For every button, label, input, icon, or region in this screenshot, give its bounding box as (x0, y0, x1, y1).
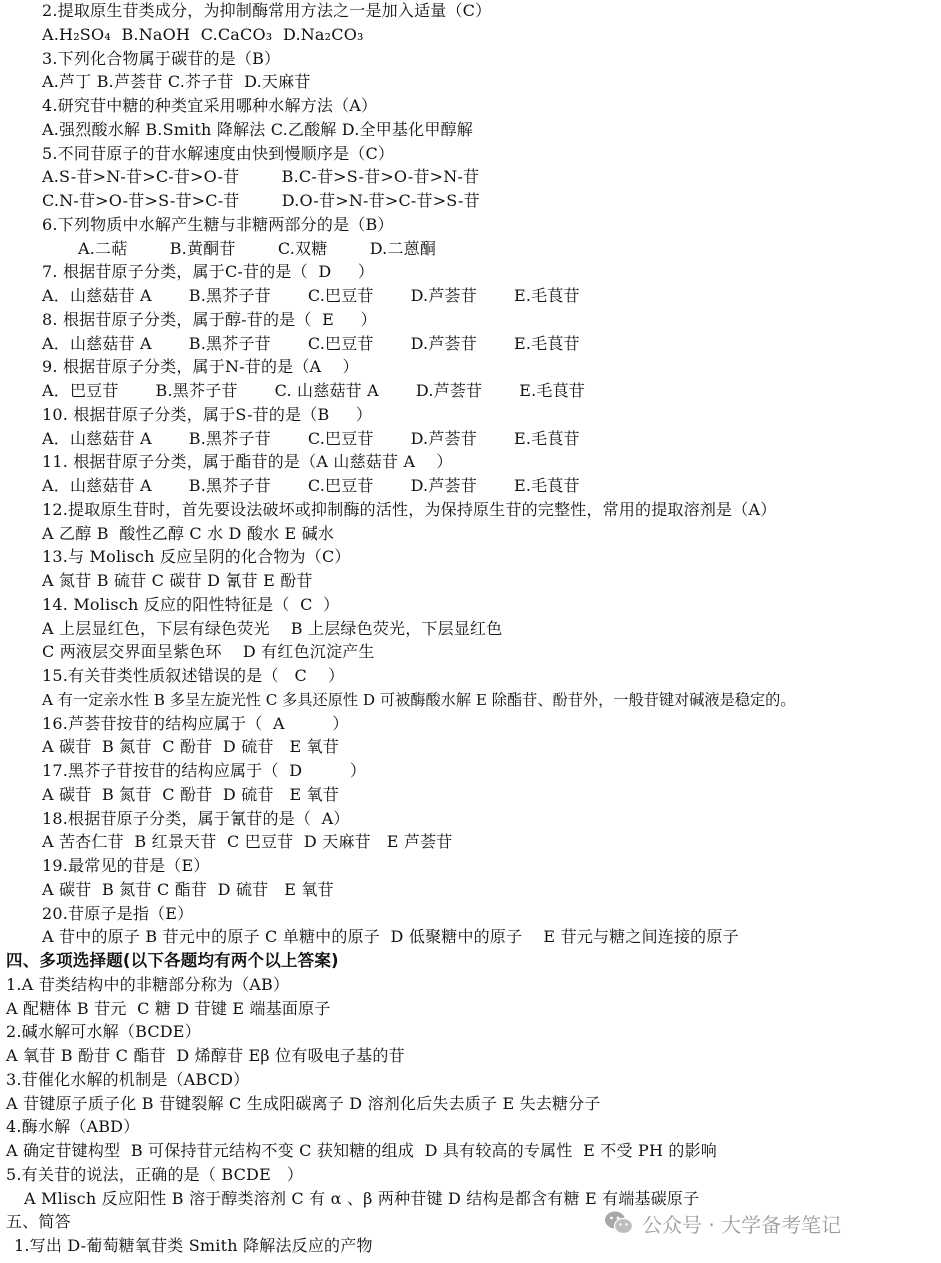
text-line: 1.写出 D-葡萄糖氧苷类 Smith 降解法反应的产物 (14, 1236, 373, 1255)
text-line: A．山慈菇苷 A B.黑芥子苷 C.巴豆苷 D.芦荟苷 E.毛茛苷 (42, 428, 580, 448)
text-line: A.二萜 B.黄酮苷 C.双糖 D.二蒽酮 (78, 238, 437, 258)
text-line: 5.有关苷的说法，正确的是（ BCDE ） (6, 1164, 304, 1184)
section-heading: 四、多项选择题(以下各题均有两个以上答案) (6, 951, 339, 970)
text-line: C 两液层交界面呈紫色环 D 有红色沉淀产生 (42, 642, 375, 662)
text-line: A.芦丁 B.芦荟苷 C.芥子苷 D.天麻苷 (42, 72, 311, 92)
text-line: 20.苷原子是指（E） (42, 903, 194, 923)
text-line: A 上层显红色，下层有绿色荧光 B 上层绿色荧光，下层显红色 (42, 618, 503, 638)
text-line: A Mlisch 反应阳性 B 溶于醇类溶剂 C 有 α 、β 两种苷键 D 结构是都含有糖 E 有端基碳原子 (24, 1188, 700, 1208)
text-line: A．山慈菇苷 A B.黑芥子苷 C.巴豆苷 D.芦荟苷 E.毛茛苷 (42, 476, 580, 495)
text-line: 8. 根据苷原子分类，属于醇-苷的是（ E ） (42, 309, 377, 329)
text-line: 五、简答 (6, 1212, 71, 1232)
text-line: 3.下列化合物属于碳苷的是（B） (42, 48, 281, 68)
text-line: A 有一定亲水性 B 多呈左旋光性 C 多具还原性 D 可被酶酸水解 E 除酯苷、酚苷外，一般苷键对碱液是稳定的。 (42, 690, 796, 709)
text-line: 3.苷催化水解的机制是（ABCD） (6, 1069, 250, 1089)
text-line: A 苷键原子质子化 B 苷键裂解 C 生成阳碳离子 D 溶剂化后失去质子 E 失去糖分子 (6, 1093, 601, 1113)
text-line: 14. Molisch 反应的阳性特征是（ C ） (42, 594, 340, 614)
watermark-text: 公众号 · 大学备考笔记 (642, 1212, 842, 1237)
text-line: 4.研究苷中糖的种类宜采用哪种水解方法（A） (42, 96, 378, 115)
wechat-icon (604, 1210, 634, 1236)
text-line: A 配糖体 B 苷元 C 糖 D 苷键 E 端基面原子 (6, 998, 331, 1018)
text-line: 6.下列物质中水解产生糖与非糖两部分的是（B） (42, 214, 394, 234)
text-line: 7. 根据苷原子分类，属于C-苷的是（ D ） (42, 262, 375, 282)
text-line: 1.A 苷类结构中的非糖部分称为（AB） (6, 974, 290, 994)
text-line: 13.与 Molisch 反应呈阴的化合物为（C） (42, 547, 351, 567)
text-line: 9. 根据苷原子分类，属于N-苷的是（A ） (42, 357, 359, 377)
text-line: 11. 根据苷原子分类，属于酯苷的是（A 山慈菇苷 A ） (42, 452, 453, 472)
text-line: A 氮苷 B 硫苷 C 碳苷 D 氰苷 E 酚苷 (42, 571, 313, 590)
text-line: A.H₂SO₄ B.NaOH C.CaCO₃ D.Na₂CO₃ (42, 24, 364, 44)
text-line: A 苦杏仁苷 B 红景天苷 C 巴豆苷 D 天麻苷 E 芦荟苷 (42, 832, 453, 852)
text-line: 17.黑芥子苷按苷的结构应属于（ D ） (42, 761, 367, 780)
text-line: 2.碱水解可水解（BCDE） (6, 1022, 201, 1042)
text-line: A 碳苷 B 氮苷 C 酯苷 D 硫苷 E 氧苷 (42, 879, 334, 899)
text-line: 4.酶水解（ABD） (6, 1117, 140, 1137)
text-line: A.强烈酸水解 B.Smith 降解法 C.乙酸解 D.全甲基化甲醇解 (42, 119, 473, 139)
text-line: 18.根据苷原子分类，属于氰苷的是（ A） (42, 808, 350, 828)
text-line: A．巴豆苷 B.黑芥子苷 C. 山慈菇苷 A D.芦荟苷 E.毛茛苷 (42, 381, 585, 400)
text-line: 5.不同苷原子的苷水解速度由快到慢顺序是（C） (42, 143, 395, 163)
text-line: A.S-苷>N-苷>C-苷>O-苷 B.C-苷>S-苷>O-苷>N-苷 (42, 167, 480, 187)
text-line: A 苷中的原子 B 苷元中的原子 C 单糖中的原子 D 低聚糖中的原子 E 苷元与糖之间连接的原子 (42, 927, 739, 947)
text-line: 12.提取原生苷时，首先要设法破坏或抑制酶的活性，为保持原生苷的完整性，常用的提取溶剂是（A） (42, 499, 777, 519)
text-line: 15.有关苷类性质叙述错误的是（ C ） (42, 666, 345, 685)
text-line: A 碳苷 B 氮苷 C 酚苷 D 硫苷 E 氧苷 (42, 784, 340, 804)
text-line: 16.芦荟苷按苷的结构应属于（ A ） (42, 713, 349, 733)
text-line: 10. 根据苷原子分类，属于S-苷的是（B ） (42, 404, 373, 424)
text-line: A 确定苷键构型 B 可保持苷元结构不变 C 获知糖的组成 D 具有较高的专属性 E 不受 PH 的影响 (6, 1141, 717, 1160)
text-line: A 氧苷 B 酚苷 C 酯苷 D 烯醇苷 Eβ 位有吸电子基的苷 (6, 1046, 405, 1065)
text-line: 2.提取原生苷类成分，为抑制酶常用方法之一是加入适量（C） (42, 1, 492, 20)
text-line: C.N-苷>O-苷>S-苷>C-苷 D.O-苷>N-苷>C-苷>S-苷 (42, 191, 480, 210)
text-line: A．山慈菇苷 A B.黑芥子苷 C.巴豆苷 D.芦荟苷 E.毛茛苷 (42, 333, 580, 353)
text-line: A 碳苷 B 氮苷 C 酚苷 D 硫苷 E 氧苷 (42, 737, 340, 757)
text-line: 19.最常见的苷是（E） (42, 856, 210, 875)
text-line: A 乙醇 B 酸性乙醇 C 水 D 酸水 E 碱水 (42, 523, 335, 543)
watermark (604, 1208, 841, 1238)
text-line: A．山慈菇苷 A B.黑芥子苷 C.巴豆苷 D.芦荟苷 E.毛茛苷 (42, 286, 580, 305)
